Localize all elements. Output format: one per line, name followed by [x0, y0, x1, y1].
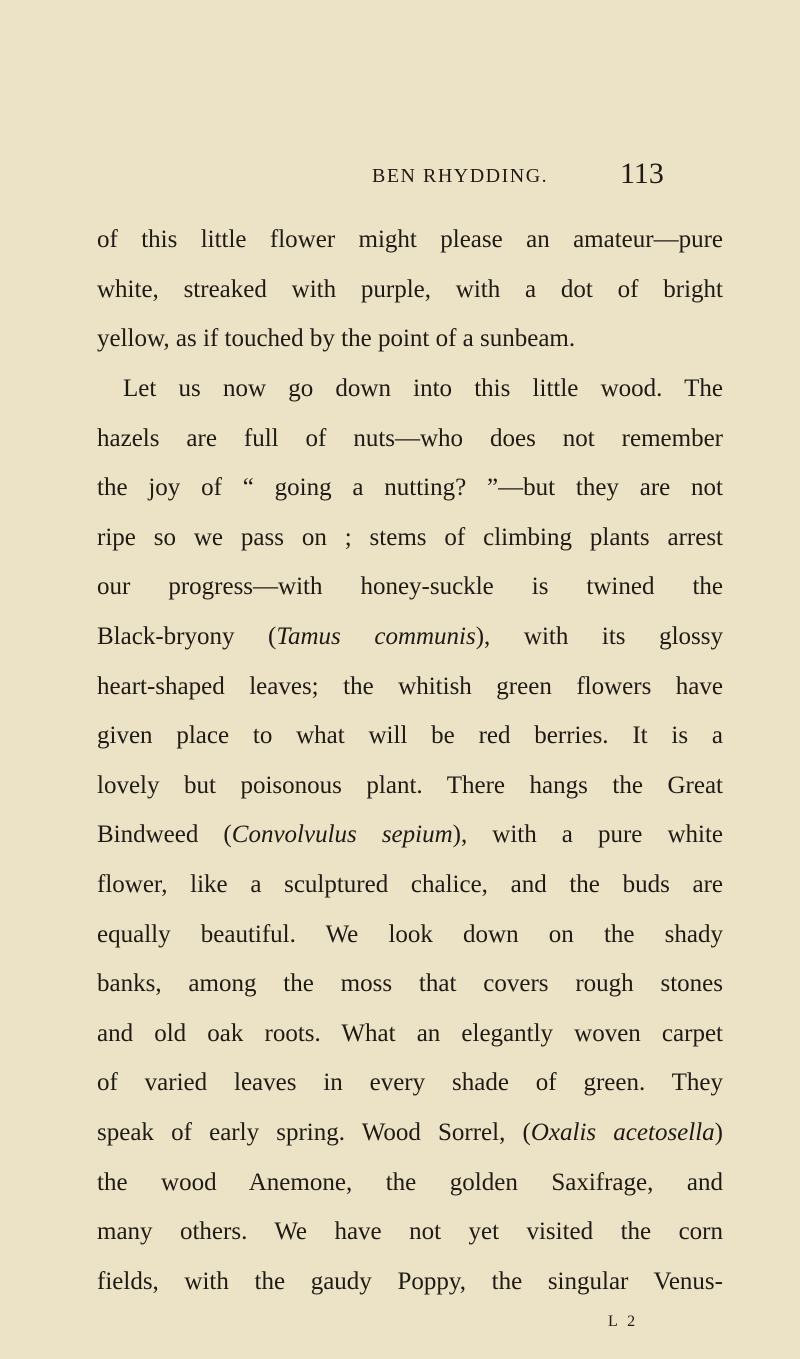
text-line: banks, among the moss that covers rough stones [97, 970, 723, 998]
text-line: ripe so we pass on ; stems of climbing plants arrest [97, 523, 723, 551]
text-line: many others. We have not yet visited the corn [97, 1218, 723, 1246]
text-line: Black-bryony (Tamus communis), with its glossy [97, 622, 724, 650]
text-line: of varied leaves in every shade of green. They [97, 1069, 723, 1097]
text-line: speak of early spring. Wood Sorrel, (Oxalis acetosella) [97, 1118, 723, 1146]
text-line: given place to what will be red berries. It is a [97, 722, 723, 750]
text-line: equally beautiful. We look down on the shady [97, 920, 723, 948]
text-line: white, streaked with purple, with a dot of bright [97, 275, 723, 303]
page-number: 113 [620, 157, 664, 190]
text-line: Let us now go down into this little wood. The [123, 375, 723, 402]
text-line: heart-shaped leaves; the whitish green flowers have [97, 672, 723, 700]
text-line: lovely but poisonous plant. There hangs the Great [97, 771, 723, 799]
running-head [0, 157, 800, 193]
text-line: of this little flower might please an amateur—pure [97, 226, 723, 253]
text-line: the wood Anemone, the golden Saxifrage, and [97, 1168, 723, 1196]
signature-mark: L 2 [608, 1313, 639, 1330]
text-line: hazels are full of nuts—who does not remember [97, 424, 723, 452]
paragraph-2 [97, 364, 723, 1306]
paragraph-1 [97, 215, 723, 364]
text-line: and old oak roots. What an elegantly woven carpet [97, 1019, 723, 1047]
text-line: Bindweed (Convolvulus sepium), with a pure white [97, 821, 723, 849]
text-line: yellow, as if touched by the point of a sunbeam. [97, 325, 576, 353]
running-title: BEN RHYDDING. [372, 165, 549, 187]
text-line: our progress—with honey-suckle is twined the [97, 573, 723, 601]
text-line: the joy of “ going a nutting? ”—but they are not [97, 474, 723, 502]
text-line: flower, like a sculptured chalice, and the buds are [97, 870, 723, 898]
text-line: fields, with the gaudy Poppy, the singular Venus- [97, 1267, 723, 1295]
